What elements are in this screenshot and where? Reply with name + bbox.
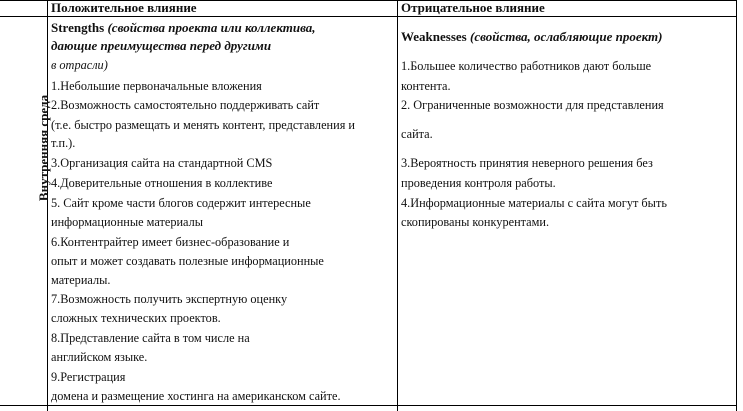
header-negative: Отрицательное влияние [401,0,545,15]
col-divider-2 [397,0,398,411]
header-positive: Положительное влияние [51,0,197,15]
strength-line: домена и размещение хостинга на американском сайте. [51,389,341,403]
strengths-title-bold: Strengths [51,20,105,35]
weakness-line: сайта. [401,127,433,141]
weaknesses-title-bold: Weaknesses [401,29,467,44]
strength-line: 8.Представление сайта в том числе на [51,331,250,345]
strength-line: информационные материалы [51,215,204,229]
strengths-title-italic-1: (свойства проекта или коллектива, [104,20,316,35]
right-border [736,0,737,411]
strength-line: 3.Организация сайта на стандартной CMS [51,156,273,170]
strength-line: т.п.). [51,136,76,150]
weaknesses-title-italic: (свойства, ослабляющие проект) [466,29,663,44]
weakness-line: скопированы конкурентами. [401,215,550,229]
strength-line: 2.Возможность самостоятельно поддерживать сайт [51,98,320,112]
header-bottom-border [0,16,737,17]
strength-line: (т.е. быстро размещать и менять контент, представления и [51,118,355,132]
weakness-line: 4.Информационные материалы с сайта могут быть [401,196,667,210]
weakness-line: контента. [401,79,451,93]
strengths-title-line-2: дающие преимущества перед другими [51,38,272,53]
strength-line: 6.Контентрайтер имеет бизнес-образование и [51,235,290,249]
strength-line: опыт и может создавать полезные информационные [51,254,324,268]
weakness-line: проведения контроля работы. [401,176,556,190]
strength-line: 5. Сайт кроме части блогов содержит интересные [51,196,311,210]
strengths-title [51,20,316,36]
strength-line: английском языке. [51,350,148,364]
weakness-line: 3.Вероятность принятия неверного решения без [401,156,653,170]
weakness-line: 2. Ограниченные возможности для представления [401,98,664,112]
strength-line: 7.Возможность получить экспертную оценку [51,292,288,306]
strengths-title-line-3: в отрасли) [51,58,108,72]
strength-line: 9.Регистрация [51,370,126,384]
strength-line: 4.Доверительные отношения в коллективе [51,176,273,190]
strength-line: материалы. [51,273,111,287]
weakness-line: 1.Большее количество работников дают больше [401,59,652,73]
weaknesses-title [401,29,662,45]
strength-line: 1.Небольшие первоначальные вложения [51,79,262,93]
row-label-internal-environment: Внутренняя среда [36,94,51,202]
strength-line: сложных технических проектов. [51,311,221,325]
row-bottom-border [0,405,737,406]
